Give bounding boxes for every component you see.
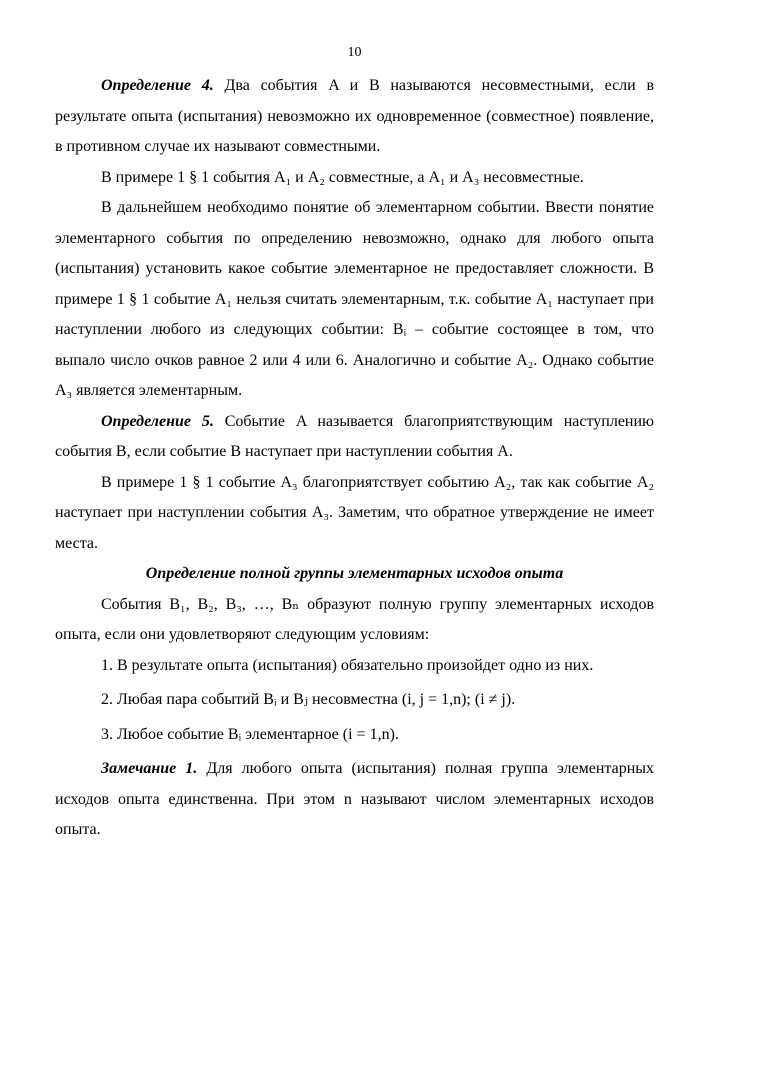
full-group-intro: События B₁, B₂, B₃, …, Bₙ образуют полную группу элементарных исходов опыта, если они удовлетворяют следующим условиям: [55, 595, 654, 643]
remark-1 [55, 754, 654, 846]
definition-4 [55, 71, 654, 163]
remark-1-label: Замечание 1. [101, 760, 198, 777]
condition-1: 1. В результате опыта (испытания) обязательно произойдет одно из них. [101, 656, 594, 674]
page-number: 10 [347, 45, 362, 60]
example-favorable-event: В примере 1 § 1 событие A₃ благоприятствует событию A₂, так как событие A₂ наступает при наступлении события A₃. Заметим, что обратное утверждение не имеет места. [55, 473, 654, 552]
condition-2: 2. Любая пара событий Bᵢ и Bⱼ несовместна (i, j = 1,n); (i ≠ j). [101, 691, 516, 708]
definition-5-label: Определение 5. [101, 412, 214, 430]
full-group-heading: Определение полной группы элементарных исходов опыта [145, 565, 564, 582]
definition-4-text: Два события A и B называются несовместными, если в результате опыта (испытания) невозможно их одновременное (совместное) появление, в противном случае их называют совместными. [55, 77, 655, 155]
definition-5-text: Событие A называется благоприятствующим наступлению события B, если событие B наступает при наступлении события A. [55, 412, 655, 460]
elementary-event-paragraph: В дальнейшем необходимо понятие об элементарном событии. Ввести понятие элементарного события по определению невозможно, однако для любого опыта (испытания) установить какое событие элементарное не предоставляет сложности. В примере 1 § 1 событие A₁ нельзя считать элементарным, т.к. событие A₁ наступает при наступлении любого из следующих событии: Bᵢ – событие состоящее в том, что выпало число очков равное 2 или 4 или 6. Аналогично и событие A₂. Однако событие A₃ является элементарным. [55, 199, 654, 399]
definition-4-label: Определение 4. [101, 77, 214, 94]
condition-3: 3. Любое событие Bᵢ элементарное (i = 1,n). [101, 725, 399, 743]
example-1-events: В примере 1 § 1 события A₁ и A₂ совместные, а A₁ и A₃ несовместные. [101, 168, 584, 186]
remark-1-text: Для любого опыта (испытания) полная группа элементарных исходов опыта единственна. При этом n называют числом элементарных исходов опыта. [55, 760, 655, 838]
document-page [55, 38, 654, 846]
definition-5 [55, 407, 654, 468]
